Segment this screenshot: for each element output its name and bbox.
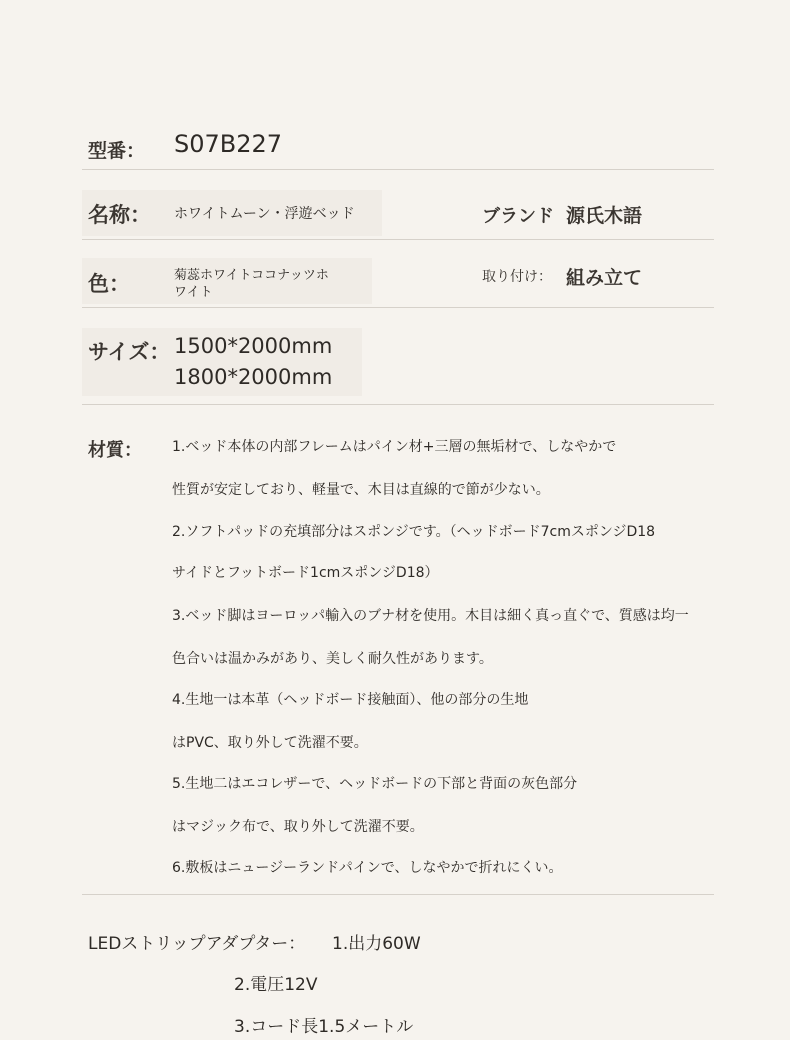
name-label: 名称： xyxy=(88,203,151,227)
brand-value: 源氏木語 xyxy=(566,205,643,227)
led-item: 1.出力60W xyxy=(332,934,421,954)
material-line: 3.ベッド脚はヨーロッパ輸入のブナ材を使用。木目は細く真っ直ぐで、質感は均一 xyxy=(172,608,689,624)
brand-label: ブランド xyxy=(482,206,554,227)
divider xyxy=(82,307,714,308)
divider xyxy=(82,894,714,895)
assembly-value: 組み立て xyxy=(566,267,643,289)
led-label: LEDストリップアダプター： xyxy=(88,934,306,954)
divider xyxy=(82,404,714,405)
material-line: サイドとフットボード1cmスポンジD18） xyxy=(172,565,439,581)
material-line: 色合いは温かみがあり、美しく耐久性があります。 xyxy=(172,651,493,667)
material-line: 4.生地一は本革（ヘッドボード接触面）、他の部分の生地 xyxy=(172,692,529,708)
model-value: S07B227 xyxy=(174,130,283,158)
material-line: 性質が安定しており、軽量で、木目は直線的で節が少ない。 xyxy=(172,482,550,498)
assembly-label: 取り付け： xyxy=(482,269,552,285)
size-value-1: 1500*2000mm xyxy=(174,334,333,358)
color-label: 色： xyxy=(88,272,130,296)
name-value: ホワイトムーン・浮遊ベッド xyxy=(174,206,355,222)
color-value-line1: 菊蕊ホワイトココナッツホ xyxy=(174,268,329,283)
size-value-2: 1800*2000mm xyxy=(174,365,333,389)
led-item: 2.電圧12V xyxy=(234,975,318,995)
divider xyxy=(82,169,714,170)
size-label: サイズ： xyxy=(88,340,171,364)
material-line: はPVC、取り外して洗濯不要。 xyxy=(172,735,368,751)
color-value-line2: ワイト xyxy=(174,285,213,300)
material-line: 5.生地二はエコレザーで、ヘッドボードの下部と背面の灰色部分 xyxy=(172,776,578,792)
material-line: はマジック布で、取り外して洗濯不要。 xyxy=(172,819,424,835)
material-line: 2.ソフトパッドの充填部分はスポンジです。（ヘッドボード7cmスポンジD18 xyxy=(172,524,656,540)
led-item: 3.コード長1.5メートル xyxy=(234,1017,414,1037)
model-label: 型番： xyxy=(88,140,146,162)
material-label: 材質： xyxy=(88,440,142,461)
divider xyxy=(82,239,714,240)
material-line: 6.敷板はニュージーランドパインで、しなやかで折れにくい。 xyxy=(172,860,563,876)
material-line: 1.ベッド本体の内部フレームはパイン材+三層の無垢材で、しなやかで xyxy=(172,439,617,455)
